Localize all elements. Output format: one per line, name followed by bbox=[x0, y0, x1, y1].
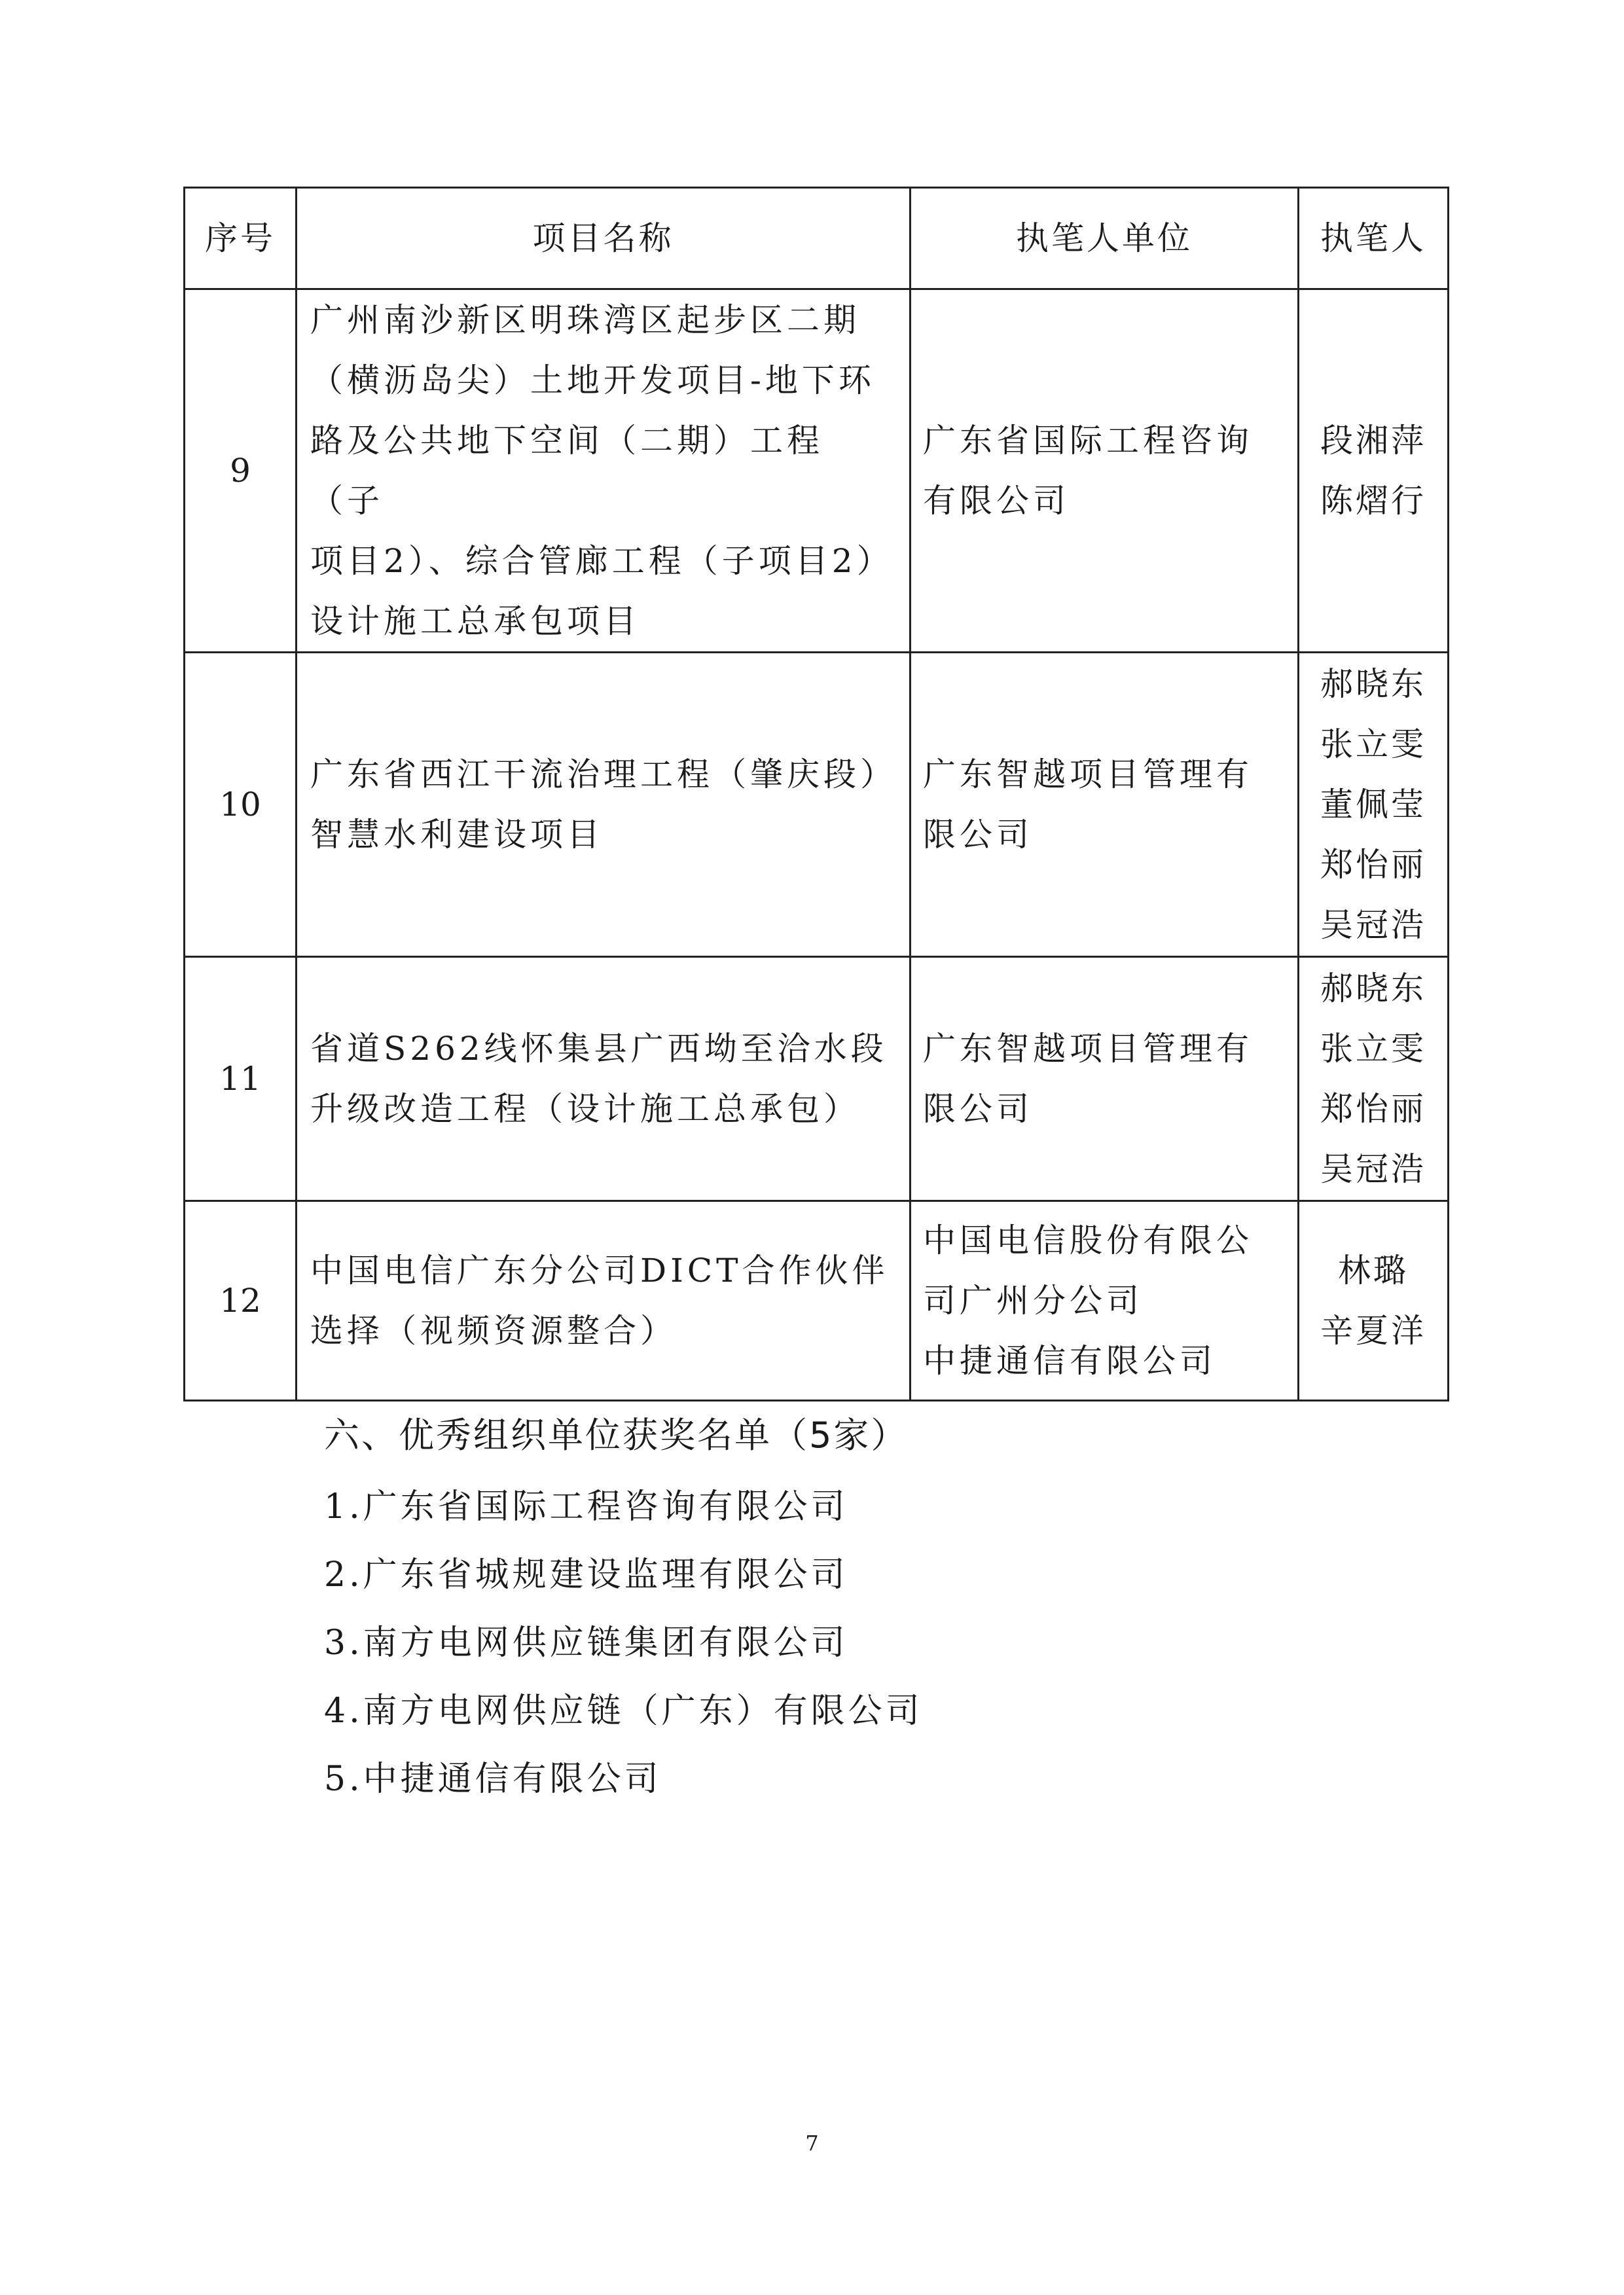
writer-name: 张立雯 bbox=[1320, 1030, 1426, 1068]
writer-names bbox=[1299, 957, 1449, 1201]
award-table bbox=[183, 187, 1449, 1401]
project-name-line: 省道S262线怀集县广西坳至洽水段 bbox=[310, 1030, 888, 1068]
row-number: 10 bbox=[185, 653, 297, 957]
list-item: 3.南方电网供应链集团有限公司 bbox=[324, 1623, 848, 1663]
writer-names bbox=[1299, 1201, 1449, 1401]
writer-unit-line: 司广州分公司 bbox=[923, 1282, 1143, 1320]
table-row bbox=[185, 957, 1449, 1201]
project-name-line: （横沥岛尖）土地开发项目-地下环 bbox=[310, 361, 875, 399]
writer-name: 吴冠浩 bbox=[1320, 1150, 1426, 1188]
writer-name: 董佩莹 bbox=[1320, 786, 1426, 823]
writer-unit-line: 有限公司 bbox=[923, 482, 1070, 520]
writer-unit-line: 限公司 bbox=[923, 1090, 1033, 1128]
project-name-line: 广州南沙新区明珠湾区起步区二期 bbox=[310, 301, 860, 339]
writer-name: 郑怡丽 bbox=[1320, 1090, 1426, 1128]
project-name-line: 广东省西江干流治理工程（肇庆段） bbox=[310, 755, 897, 793]
list-item: 4.南方电网供应链（广东）有限公司 bbox=[324, 1691, 923, 1731]
writer-names bbox=[1299, 653, 1449, 957]
project-name bbox=[297, 957, 911, 1201]
row-number: 9 bbox=[185, 289, 297, 653]
project-name-line: 升级改造工程（设计施工总承包） bbox=[310, 1090, 860, 1128]
writer-unit-line: 中国电信股份有限公 bbox=[923, 1221, 1253, 1259]
writer-unit-line: 广东省国际工程咨询 bbox=[923, 422, 1253, 460]
section-title: 六、优秀组织单位获奖名单（5家） bbox=[324, 1415, 909, 1456]
project-name-line: 智慧水利建设项目 bbox=[310, 816, 604, 854]
writer-name: 郑怡丽 bbox=[1320, 846, 1426, 884]
row-number: 11 bbox=[185, 957, 297, 1201]
writer-names bbox=[1299, 289, 1449, 653]
writer-name: 郝晓东 bbox=[1320, 969, 1426, 1007]
writer-unit-line: 广东智越项目管理有 bbox=[923, 1030, 1253, 1068]
writer-unit bbox=[911, 957, 1299, 1201]
writer-name: 吴冠浩 bbox=[1320, 906, 1426, 944]
writer-unit-line: 广东智越项目管理有 bbox=[923, 755, 1253, 793]
header-project-name: 项目名称 bbox=[297, 188, 911, 289]
list-item: 2.广东省城规建设监理有限公司 bbox=[324, 1555, 848, 1595]
project-name-line: 设计施工总承包项目 bbox=[310, 602, 640, 640]
header-writer: 执笔人 bbox=[1299, 188, 1449, 289]
page-number: 7 bbox=[805, 2131, 819, 2156]
writer-name: 辛夏洋 bbox=[1320, 1312, 1426, 1350]
writer-name: 陈熠行 bbox=[1320, 482, 1426, 520]
table-row bbox=[185, 289, 1449, 653]
table-row bbox=[185, 653, 1449, 957]
table-header-row bbox=[185, 188, 1449, 289]
project-name-line: 选择（视频资源整合） bbox=[310, 1312, 677, 1350]
header-no: 序号 bbox=[185, 188, 297, 289]
writer-name: 段湘萍 bbox=[1320, 422, 1426, 460]
row-number: 12 bbox=[185, 1201, 297, 1401]
writer-unit bbox=[911, 289, 1299, 653]
list-item: 5.中捷通信有限公司 bbox=[324, 1760, 662, 1799]
project-name bbox=[297, 653, 911, 957]
project-name-line: 中国电信广东分公司DICT合作伙伴 bbox=[310, 1252, 889, 1290]
writer-unit bbox=[911, 1201, 1299, 1401]
writer-name: 郝晓东 bbox=[1320, 665, 1426, 703]
project-name bbox=[297, 1201, 911, 1401]
organization-list bbox=[324, 1473, 923, 1813]
writer-name: 张立雯 bbox=[1320, 725, 1426, 763]
list-item: 1.广东省国际工程咨询有限公司 bbox=[324, 1487, 848, 1527]
writer-unit-line: 限公司 bbox=[923, 816, 1033, 854]
project-name-line: 路及公共地下空间（二期）工程（子 bbox=[310, 422, 823, 520]
writer-unit-line: 中捷通信有限公司 bbox=[923, 1342, 1216, 1380]
project-name-line: 项目2）、综合管廊工程（子项目2） bbox=[310, 542, 893, 580]
project-name bbox=[297, 289, 911, 653]
writer-unit bbox=[911, 653, 1299, 957]
header-writer-unit: 执笔人单位 bbox=[911, 188, 1299, 289]
writer-name: 林璐 bbox=[1338, 1252, 1409, 1290]
table-row bbox=[185, 1201, 1449, 1401]
